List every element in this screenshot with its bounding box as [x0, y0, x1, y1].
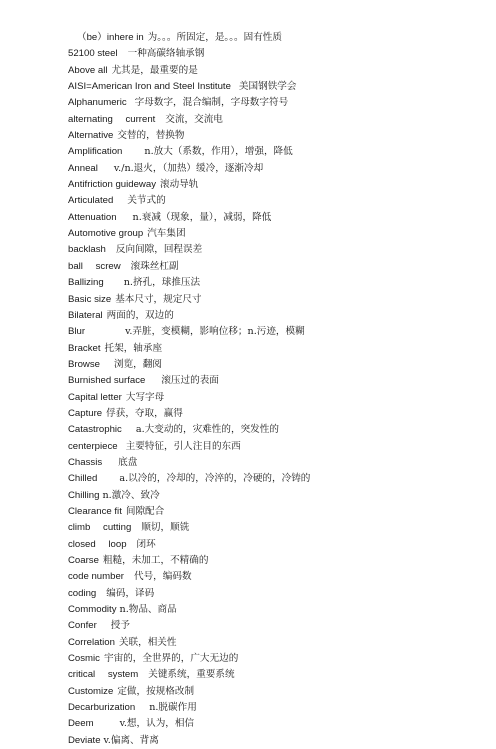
entry-definition: 关联，相关性	[118, 636, 177, 648]
entry-term: Correlation	[68, 636, 115, 648]
entry-term: backlash	[68, 244, 106, 256]
entry-definition: 汽车集团	[147, 228, 186, 240]
glossary-entry	[68, 488, 488, 504]
entry-definition: n.挤孔，球推压法	[123, 277, 201, 289]
entry-term: Chassis	[68, 456, 103, 468]
glossary-entry	[68, 177, 488, 193]
entry-term: Basic size	[68, 293, 112, 305]
glossary-entry	[68, 63, 488, 79]
entry-definition: v.想，认为，相信	[119, 718, 195, 730]
glossary-entry	[68, 193, 488, 209]
glossary-entry	[68, 79, 488, 95]
entry-definition: 一种高碳络轴承钢	[127, 48, 205, 60]
glossary-entry	[68, 30, 488, 46]
entry-definition: 间隙配合	[125, 505, 165, 517]
entry-definition: v.偏离、背离	[103, 734, 159, 746]
glossary-entry	[68, 618, 488, 634]
entry-definition: 定做，按规格改制	[117, 685, 195, 697]
entry-term: Capture	[68, 407, 103, 419]
entry-definition: v.弄脏，变模糊，影响位移；n.污迹，模糊	[125, 326, 305, 338]
entry-definition: 宇宙的，全世界的，广大无边的	[103, 653, 239, 665]
glossary-entry	[68, 520, 488, 536]
entry-definition: 俘获，夺取，赢得	[106, 407, 183, 419]
entry-term: Alternative	[68, 130, 114, 142]
glossary-entry	[68, 700, 488, 716]
entry-term: Articulated	[68, 195, 114, 207]
glossary-entry	[68, 733, 488, 749]
entry-definition: 美国钢铁学会	[238, 81, 297, 93]
entry-term: Decarburization	[68, 702, 136, 714]
entry-definition: 滚压过的表面	[161, 375, 219, 387]
entry-definition: 交流，交流电	[165, 113, 223, 125]
glossary-entry	[68, 242, 488, 258]
glossary-entry	[68, 161, 488, 177]
entry-term: Alphanumeric	[68, 97, 127, 109]
entry-definition: 编码，译码	[106, 587, 155, 599]
entry-definition: a.大变动的，灾难性的，突发性的	[135, 424, 279, 436]
entry-definition: n.物品、商品	[119, 604, 177, 616]
glossary-list	[68, 30, 488, 749]
glossary-entry	[68, 210, 488, 226]
glossary-entry	[68, 422, 488, 438]
entry-definition: 关键系统，重要系统	[148, 669, 235, 681]
entry-term: coding	[68, 587, 97, 599]
entry-term: climb cutting	[68, 522, 132, 534]
entry-term: Bracket	[68, 342, 101, 354]
entry-definition: n.激冷、致冷	[102, 489, 160, 501]
glossary-entry	[68, 602, 488, 618]
entry-term: centerpiece	[68, 440, 118, 452]
glossary-entry	[68, 226, 488, 242]
entry-term: Commodity	[68, 604, 117, 616]
entry-definition: 两面的，双边的	[106, 309, 174, 321]
glossary-entry	[68, 667, 488, 683]
entry-term: Above all	[68, 64, 108, 76]
entry-term: Amplification	[68, 146, 123, 158]
entry-definition: v./n.退火，（加热）缓冷，逐渐冷却	[113, 162, 264, 174]
entry-term: ball screw	[68, 260, 121, 272]
glossary-entry	[68, 471, 488, 487]
entry-definition: 反向间隙，回程误差	[115, 244, 203, 256]
entry-term: AISI=American Iron and Steel Institute	[68, 81, 231, 93]
glossary-entry	[68, 144, 488, 160]
entry-definition: 授予	[110, 620, 130, 632]
glossary-entry	[68, 46, 488, 62]
glossary-entry	[68, 95, 488, 111]
entry-term: Bilateral	[68, 309, 103, 321]
glossary-entry	[68, 128, 488, 144]
glossary-entry	[68, 635, 488, 651]
glossary-entry	[68, 275, 488, 291]
glossary-entry	[68, 586, 488, 602]
entry-definition: 代号，编码数	[134, 571, 192, 583]
entry-definition: 闭环	[136, 538, 156, 550]
entry-definition: 为。。。所固定，是。。。固有性质	[147, 32, 282, 43]
glossary-entry	[68, 292, 488, 308]
entry-term: Blur	[68, 326, 86, 338]
entry-definition: 粗糙，未加工，不精确的	[102, 555, 209, 566]
entry-definition: 关节式的	[127, 195, 166, 207]
entry-term: Catastrophic	[68, 424, 122, 436]
entry-term: Cosmic	[68, 653, 100, 665]
entry-term: Customize	[68, 685, 114, 697]
entry-term: Chilling	[68, 489, 100, 501]
glossary-entry	[68, 390, 488, 406]
glossary-entry	[68, 439, 488, 455]
entry-definition: 基本尺寸，规定尺寸	[115, 293, 202, 305]
entry-term: （be）inhere in	[77, 32, 144, 43]
entry-term: Anneal	[68, 162, 98, 174]
entry-definition: 滚动导轨	[160, 179, 199, 191]
entry-term: Attenuation	[68, 211, 117, 223]
glossary-entry	[68, 504, 488, 520]
entry-term: alternating current	[68, 113, 156, 125]
entry-term: Confer	[68, 620, 97, 632]
glossary-entry	[68, 455, 488, 471]
glossary-entry	[68, 259, 488, 275]
entry-term: Deem	[68, 718, 94, 730]
entry-term: Chilled	[68, 473, 98, 485]
entry-definition: 底盘	[118, 456, 138, 468]
glossary-entry	[68, 553, 488, 569]
entry-term: Coarse	[68, 555, 99, 566]
glossary-entry	[68, 716, 488, 732]
glossary-entry	[68, 537, 488, 553]
entry-term: Burnished surface	[68, 375, 146, 387]
entry-term: Capital letter	[68, 391, 122, 403]
entry-definition: 大写字母	[125, 391, 165, 403]
entry-term: code number	[68, 571, 124, 583]
entry-definition: 尤其是，最重要的是	[111, 64, 198, 76]
entry-term: Browse	[68, 358, 100, 370]
glossary-entry	[68, 406, 488, 422]
entry-definition: n.衰减（现象，量），减弱，降低	[132, 211, 272, 223]
entry-definition: 字母数字，混合编制，字母数字符号	[134, 97, 289, 109]
entry-definition: 滚珠丝杠副	[130, 260, 179, 272]
entry-term: Automotive group	[68, 228, 144, 240]
glossary-entry	[68, 112, 488, 128]
entry-term: closed loop	[68, 538, 127, 550]
entry-definition: n.脱碳作用	[149, 702, 197, 714]
entry-definition: 浏览，翻阅	[114, 358, 162, 370]
entry-term: Clearance fit	[68, 505, 122, 517]
entry-term: Deviate	[68, 734, 101, 746]
glossary-entry	[68, 341, 488, 357]
glossary-entry	[68, 308, 488, 324]
entry-definition: 顺切，顺铣	[141, 522, 190, 534]
glossary-entry	[68, 324, 488, 340]
entry-term: Antifriction guideway	[68, 179, 156, 191]
glossary-entry	[68, 357, 488, 373]
glossary-entry	[68, 651, 488, 667]
entry-term: Ballizing	[68, 277, 104, 289]
entry-definition: n.放大（系数，作用），增强，降低	[144, 146, 293, 158]
glossary-entry	[68, 373, 488, 389]
entry-definition: a.以冷的，冷却的，冷淬的，冷硬的，冷铸的	[119, 473, 311, 485]
glossary-entry	[68, 569, 488, 585]
entry-definition: 主要特征，引人注目的东西	[125, 440, 241, 452]
glossary-entry	[68, 684, 488, 700]
entry-term: 52100 steel	[68, 48, 118, 60]
entry-definition: 托架，轴承座	[104, 342, 163, 354]
entry-definition: 交替的，替换物	[117, 130, 185, 142]
entry-term: critical system	[68, 669, 139, 681]
